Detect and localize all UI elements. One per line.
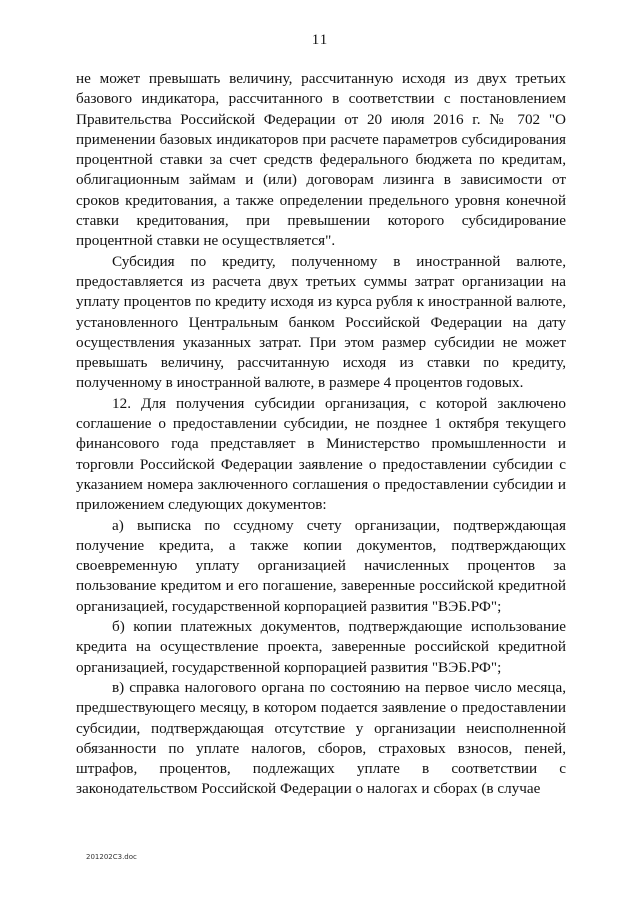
list-item-b: б) копии платежных документов, подтверждающие использование кредита на осуществление проекта, заверенные российской кредитной организацией, государственной корпорацией развития "ВЭБ.РФ"; [76, 618, 566, 676]
paragraph-foreign-currency-subsidy: Субсидия по кредиту, полученному в иностранной валюте, предоставляется из расчета двух третьих суммы затрат организации на уплату процентов по кредиту исходя из курса рубля к иностранной валюте, установленного Центральным банком Российской Федерации на дату осуществления указанных затрат. При этом размер субсидии не может превышать величину, рассчитанную исходя из ставки по кредиту, полученному в иностранной валюте, в размере 4 процентов годовых. [76, 252, 566, 392]
footer-document-code: 201202C3.doc [86, 853, 137, 861]
list-item-a: а) выписка по ссудному счету организации, подтверждающая получение кредита, а также копии документов, подтверждающих своевременную уплату организацией начисленных процентов за пользование кредитом и его погашение, заверенные российской кредитной организацией, государственной корпорацией развития "ВЭБ.РФ"; [76, 516, 566, 615]
document-body [76, 69, 566, 800]
page-number: 11 [311, 32, 329, 48]
list-item-v: в) справка налогового органа по состоянию на первое число месяца, предшествующего месяцу, в котором подается заявление о предоставлении субсидии, подтверждающая отсутствие у организации неисполненной обязанности по уплате налогов, сборов, страховых взносов, пеней, штрафов, процентов, подлежащих уплате в соответствии с законодательством Российской Федерации о налогах и сборах (в случае [76, 678, 566, 798]
paragraph-continuation: не может превышать величину, рассчитанную исходя из двух третьих базового индикатора, рассчитанного в соответствии с постановлением Правительства Российской Федерации от 20 июля 2016 г. № 702 "О применении базовых индикаторов при расчете параметров субсидирования процентной ставки за счет средств федерального бюджета по кредитам, облигационным займам и (или) договорам лизинга в зависимости от сроков кредитования, а также определении предельного уровня конечной ставки кредитования, при превышении которого субсидирование процентной ставки не осуществляется". [76, 70, 566, 250]
paragraph-clause-12: 12. Для получения субсидии организация, с которой заключено соглашение о предоставлении субсидии, не позднее 1 октября текущего финансового года представляет в Министерство промышленности и торговли Российской Федерации заявление о предоставлении субсидии с указанием номера заключенного соглашения о предоставлении субсидии и приложением следующих документов: [76, 394, 566, 514]
